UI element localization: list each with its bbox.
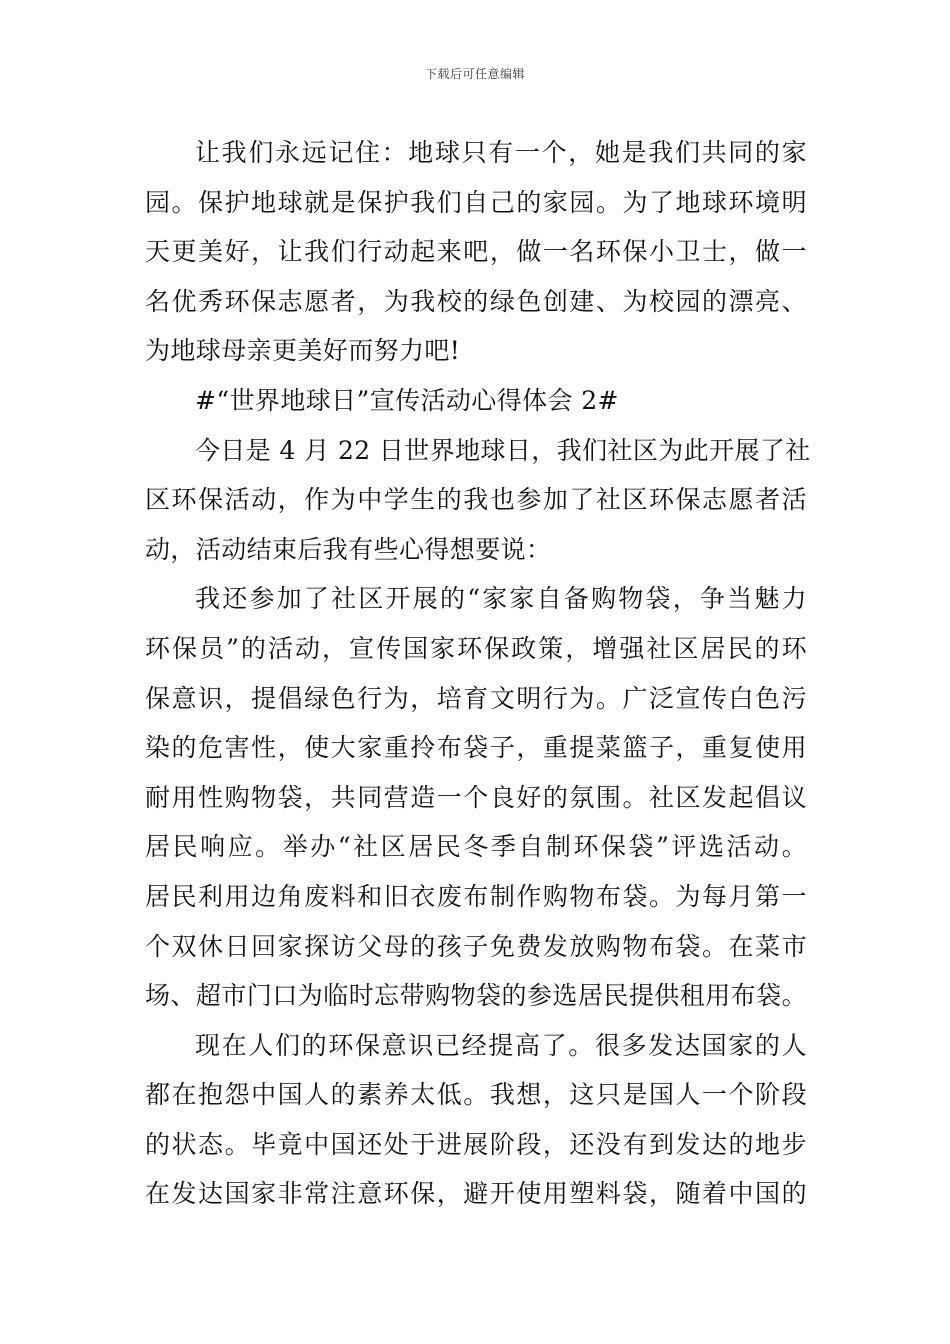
section-heading: #“世界地球日”宣传活动心得体会 2# [195, 385, 619, 415]
paragraph-line: 区环保活动，作为中学生的我也参加了社区环保志愿者活 [145, 485, 807, 515]
document-body [145, 128, 811, 1219]
paragraph-line: 的状态。毕竟中国还处于进展阶段，还没有到发达的地步 [145, 1129, 807, 1159]
paragraph-line: 为地球母亲更美好而努力吧! [145, 336, 461, 366]
paragraph-line: 我还参加了社区开展的“家家自备购物袋，争当魅力 [195, 584, 807, 614]
paragraph-line: 动，活动结束后我有些心得想要说： [145, 534, 552, 564]
paragraph-line: 在发达国家非常注意环保，避开使用塑料袋，随着中国的 [145, 1179, 807, 1209]
paragraph-line: 天更美好，让我们行动起来吧，做一名环保小卫士，做一 [145, 237, 807, 267]
page-header-note: 下载后可任意编辑 [424, 67, 525, 81]
paragraph-line: 居民响应。举办“社区居民冬季自制环保袋”评选活动。 [145, 832, 807, 862]
paragraph-line: 个双休日回家探访父母的孩子免费发放购物布袋。在菜市 [145, 931, 807, 961]
paragraph-line: 场、超市门口为临时忘带购物袋的参选居民提供租用布袋。 [145, 981, 807, 1011]
paragraph-line: 让我们永远记住：地球只有一个，她是我们共同的家 [195, 138, 807, 167]
paragraph-line: 保意识，提倡绿色行为，培育文明行为。广泛宣传白色污 [145, 683, 807, 713]
paragraph-line: 园。保护地球就是保护我们自己的家园。为了地球环境明 [145, 187, 807, 217]
paragraph-line: 今日是 4 月 22 日世界地球日，我们社区为此开展了社 [195, 435, 811, 465]
paragraph-line: 现在人们的环保意识已经提高了。很多发达国家的人 [195, 1030, 807, 1060]
paragraph-line: 环保员”的活动，宣传国家环保政策，增强社区居民的环 [145, 633, 807, 663]
paragraph-line: 染的危害性，使大家重拎布袋子，重提菜篮子，重复使用 [145, 733, 807, 763]
paragraph-line: 名优秀环保志愿者，为我校的绿色创建、为校园的漂亮、 [145, 286, 807, 316]
paragraph-line: 都在抱怨中国人的素养太低。我想，这只是国人一个阶段 [145, 1080, 807, 1110]
paragraph-line: 耐用性购物袋，共同营造一个良好的氛围。社区发起倡议 [145, 782, 807, 812]
paragraph-line: 居民利用边角废料和旧衣废布制作购物布袋。为每月第一 [145, 881, 807, 911]
